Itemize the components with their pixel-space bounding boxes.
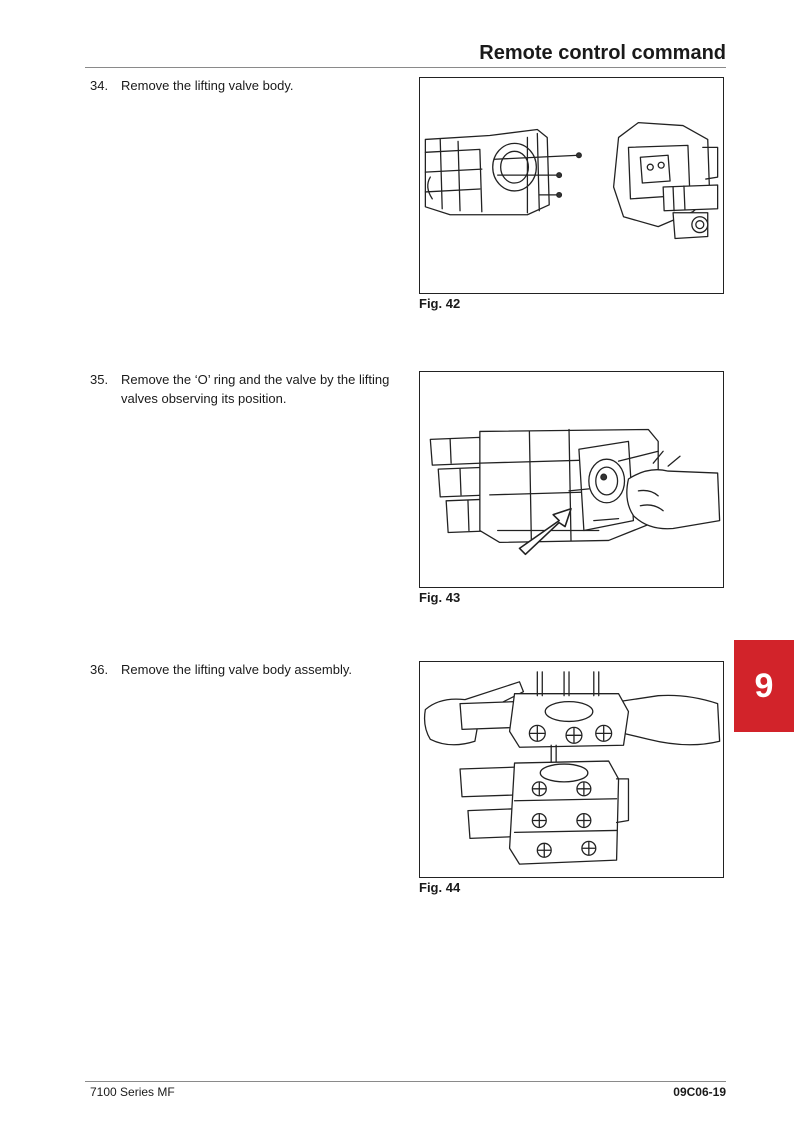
step-36 [90, 660, 400, 679]
footer-divider [85, 1081, 726, 1082]
step-number: 36. [90, 662, 109, 677]
step-number: 34. [90, 78, 109, 93]
valve-body-illustration [420, 78, 723, 293]
step-number: 35. [90, 372, 109, 387]
figure-42 [419, 77, 724, 294]
o-ring-removal-illustration [420, 372, 723, 587]
valve-assembly-illustration [420, 662, 723, 877]
page-title: Remote control command [479, 42, 726, 64]
chapter-tab: 9 [734, 640, 794, 732]
figure-43 [419, 371, 724, 588]
step-text: Remove the lifting valve body assembly. [121, 662, 352, 677]
step-35 [90, 370, 400, 408]
step-text: Remove the lifting valve body. [121, 78, 294, 93]
figure-caption: Fig. 42 [419, 296, 461, 311]
figure-caption: Fig. 43 [419, 590, 461, 605]
header-divider [85, 67, 726, 68]
figure-caption: Fig. 44 [419, 880, 461, 895]
page-number: 09C06-19 [673, 1085, 726, 1099]
step-34 [90, 76, 400, 95]
footer-series: 7100 Series MF [90, 1085, 175, 1099]
step-text: Remove the ‘O’ ring and the valve by the lifting valves observing its position. [121, 372, 390, 406]
figure-44 [419, 661, 724, 878]
